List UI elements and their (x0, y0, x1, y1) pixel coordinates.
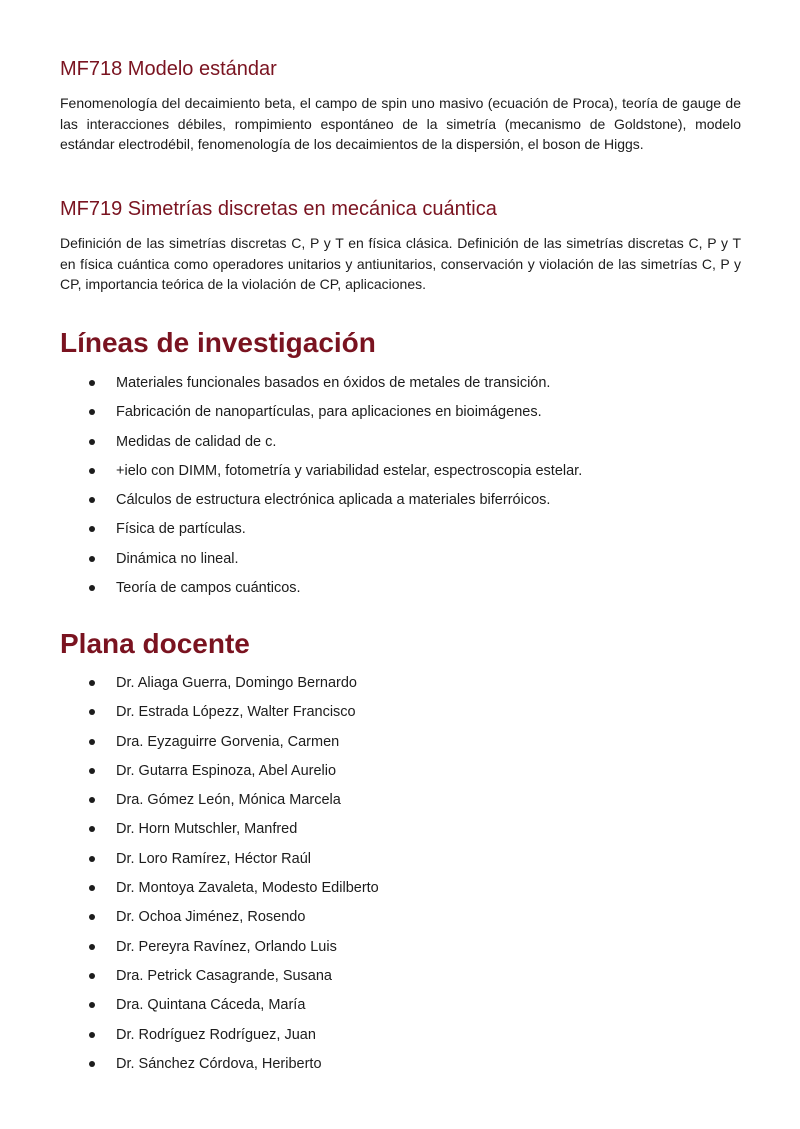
list-item: Dr. Pereyra Ravínez, Orlando Luis (0, 938, 379, 967)
list-item: Fabricación de nanopartículas, para aplicaciones en bioimágenes. (0, 403, 582, 432)
list-item: Dra. Petrick Casagrande, Susana (0, 967, 379, 996)
list-item: Dr. Horn Mutschler, Manfred (0, 820, 379, 849)
list-item: Medidas de calidad de c. (0, 433, 582, 462)
course-description-mf719: Definición de las simetrías discretas C, P y T en física clásica. Definición de las simetrías discretas C, P y T en física cuántica como operadores unitarios y antiunitarios, conservación y violación de las simetrías C, P y CP, importancia teórica de la violación de CP, aplicaciones. (60, 235, 741, 292)
faculty-heading: Plana docente (60, 628, 250, 659)
list-item: Dra. Gómez León, Mónica Marcela (0, 791, 379, 820)
research-lines-heading: Líneas de investigación (60, 327, 376, 358)
list-item: Física de partículas. (0, 520, 582, 549)
list-item: Dr. Loro Ramírez, Héctor Raúl (0, 850, 379, 879)
list-item: Cálculos de estructura electrónica aplicada a materiales biferróicos. (0, 491, 582, 520)
list-item: Teoría de campos cuánticos. (0, 579, 582, 608)
list-item: Dr. Ochoa Jiménez, Rosendo (0, 908, 379, 937)
list-item: Dr. Rodríguez Rodríguez, Juan (0, 1026, 379, 1055)
course-description-mf718: Fenomenología del decaimiento beta, el campo de spin uno masivo (ecuación de Proca), teoría de gauge de las interacciones débiles, rompimiento espontáneo de la simetría (mecanismo de Goldstone), modelo estándar electrodébil, fenomenología de los decaimientos de la dispersión, el boson de Higgs. (60, 95, 741, 152)
list-item: Dr. Sánchez Córdova, Heriberto (0, 1055, 379, 1084)
course-title-mf719: MF719 Simetrías discretas en mecánica cuántica (60, 198, 497, 220)
faculty-list (0, 674, 379, 1084)
course-title-mf718: MF718 Modelo estándar (60, 58, 277, 80)
list-item: Dr. Montoya Zavaleta, Modesto Edilberto (0, 879, 379, 908)
list-item: Dr. Aliaga Guerra, Domingo Bernardo (0, 674, 379, 703)
list-item: +ielo con DIMM, fotometría y variabilidad estelar, espectroscopia estelar. (0, 462, 582, 491)
list-item: Dra. Eyzaguirre Gorvenia, Carmen (0, 733, 379, 762)
list-item: Dr. Estrada Lópezz, Walter Francisco (0, 703, 379, 732)
list-item: Dr. Gutarra Espinoza, Abel Aurelio (0, 762, 379, 791)
list-item: Dinámica no lineal. (0, 550, 582, 579)
research-lines-list (0, 374, 582, 608)
list-item: Dra. Quintana Cáceda, María (0, 996, 379, 1025)
list-item: Materiales funcionales basados en óxidos de metales de transición. (0, 374, 582, 403)
